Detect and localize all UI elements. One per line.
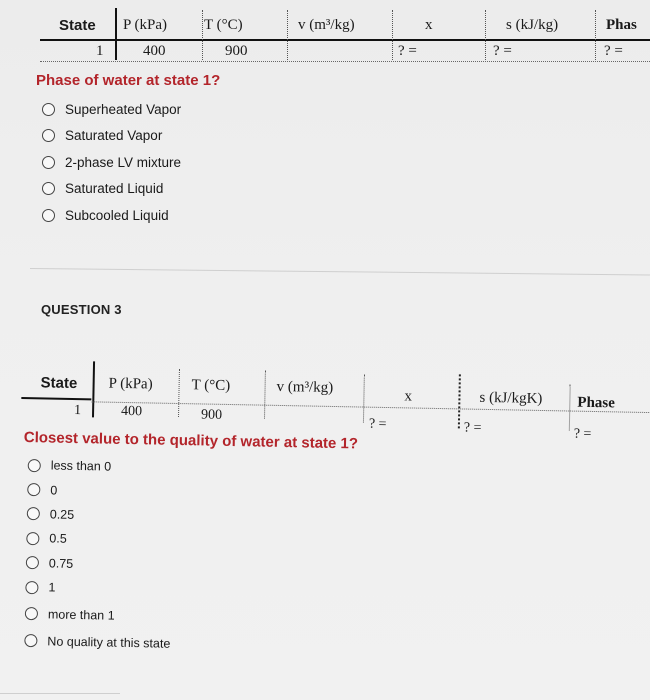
cell-entropy: ? = bbox=[493, 43, 512, 59]
column-divider bbox=[458, 374, 461, 428]
option-label: Saturated Liquid bbox=[65, 181, 164, 197]
header-state: State bbox=[59, 17, 96, 34]
header-volume: v (m³/kg) bbox=[276, 378, 334, 396]
question-3-prompt: Closest value to the quality of water at state 1? bbox=[23, 429, 359, 453]
option-subcooled-liquid[interactable] bbox=[42, 202, 181, 229]
radio-button[interactable] bbox=[42, 103, 55, 116]
option-label: more than 1 bbox=[47, 607, 115, 623]
option-0-75[interactable] bbox=[26, 551, 172, 578]
option-0-5[interactable] bbox=[26, 526, 172, 553]
option-label: Superheated Vapor bbox=[65, 101, 182, 117]
radio-button[interactable] bbox=[26, 556, 39, 569]
radio-button[interactable] bbox=[26, 532, 39, 545]
cell-state: 1 bbox=[96, 43, 104, 59]
option-label: 0.25 bbox=[49, 507, 75, 522]
option-label: 0.75 bbox=[48, 556, 74, 571]
option-0[interactable] bbox=[27, 477, 173, 504]
option-label: 1 bbox=[48, 580, 56, 595]
cell-quality: ? = bbox=[463, 420, 482, 436]
header-quality: x bbox=[425, 17, 433, 33]
option-1[interactable] bbox=[25, 575, 171, 602]
state-column-rule bbox=[92, 361, 95, 417]
cell-phase: ? = bbox=[573, 426, 592, 442]
radio-button[interactable] bbox=[24, 634, 37, 647]
option-0-25[interactable] bbox=[27, 502, 173, 529]
header-entropy: s (kJ/kg) bbox=[506, 17, 559, 33]
option-more-than-1[interactable] bbox=[25, 599, 172, 631]
column-divider bbox=[392, 10, 393, 60]
question-1-prompt: Phase of water at state 1? bbox=[36, 72, 221, 89]
state-column-rule bbox=[115, 8, 117, 60]
radio-button[interactable] bbox=[25, 607, 38, 620]
header-pressure: P (kPa) bbox=[108, 375, 153, 393]
radio-button[interactable] bbox=[25, 581, 38, 594]
header-pressure: P (kPa) bbox=[123, 17, 168, 33]
header-temperature: T (°C) bbox=[204, 17, 243, 33]
cell-quality: ? = bbox=[398, 43, 417, 59]
section-divider bbox=[30, 268, 650, 275]
option-no-quality[interactable] bbox=[24, 628, 170, 655]
option-superheated-vapor[interactable] bbox=[42, 96, 181, 123]
header-rule bbox=[21, 397, 91, 400]
option-label: Saturated Vapor bbox=[65, 128, 163, 144]
option-label: Subcooled Liquid bbox=[65, 207, 169, 223]
option-saturated-liquid[interactable] bbox=[42, 176, 181, 203]
option-label: 0.5 bbox=[49, 531, 67, 547]
radio-button[interactable] bbox=[42, 182, 55, 195]
row-rule bbox=[40, 61, 650, 62]
option-label: 0 bbox=[50, 483, 58, 498]
cell-pressure: 400 bbox=[143, 43, 166, 59]
question-3-options bbox=[24, 453, 174, 656]
column-divider bbox=[363, 375, 365, 423]
radio-button[interactable] bbox=[42, 209, 55, 222]
header-rule bbox=[40, 39, 650, 41]
header-rule-dotted bbox=[91, 401, 649, 413]
header-entropy: s (kJ/kgK) bbox=[479, 389, 543, 407]
column-divider bbox=[202, 10, 203, 60]
column-divider bbox=[287, 10, 288, 60]
cell-volume: ? = bbox=[368, 416, 387, 433]
header-phase: Phas bbox=[606, 17, 637, 33]
section-divider bbox=[0, 693, 120, 694]
column-divider bbox=[485, 10, 486, 60]
cell-phase: ? = bbox=[604, 43, 623, 59]
radio-button[interactable] bbox=[42, 129, 55, 142]
column-divider bbox=[178, 369, 180, 417]
header-quality: x bbox=[404, 388, 413, 405]
option-2-phase-lv-mixture[interactable] bbox=[42, 149, 181, 176]
header-phase: Phase bbox=[577, 394, 616, 412]
column-divider bbox=[595, 10, 596, 60]
header-state: State bbox=[40, 374, 78, 393]
radio-button[interactable] bbox=[27, 507, 40, 520]
cell-temperature: 900 bbox=[200, 407, 223, 423]
option-label: No quality at this state bbox=[47, 633, 171, 651]
cell-state: 1 bbox=[73, 403, 82, 419]
header-temperature: T (°C) bbox=[191, 377, 231, 395]
column-divider bbox=[569, 385, 571, 431]
cell-pressure: 400 bbox=[120, 403, 143, 420]
option-saturated-vapor[interactable] bbox=[42, 123, 181, 150]
radio-button[interactable] bbox=[27, 483, 40, 496]
header-volume: v (m³/kg) bbox=[298, 17, 355, 33]
radio-button[interactable] bbox=[42, 156, 55, 169]
option-label: 2-phase LV mixture bbox=[65, 154, 182, 170]
state-table-1 bbox=[40, 8, 650, 68]
column-divider bbox=[264, 371, 266, 419]
cell-temperature: 900 bbox=[225, 43, 248, 59]
option-label: less than 0 bbox=[50, 458, 112, 474]
radio-button[interactable] bbox=[28, 459, 41, 472]
question-3-label: QUESTION 3 bbox=[41, 302, 122, 317]
option-less-than-0[interactable] bbox=[28, 453, 174, 480]
question-1-options bbox=[42, 96, 181, 229]
